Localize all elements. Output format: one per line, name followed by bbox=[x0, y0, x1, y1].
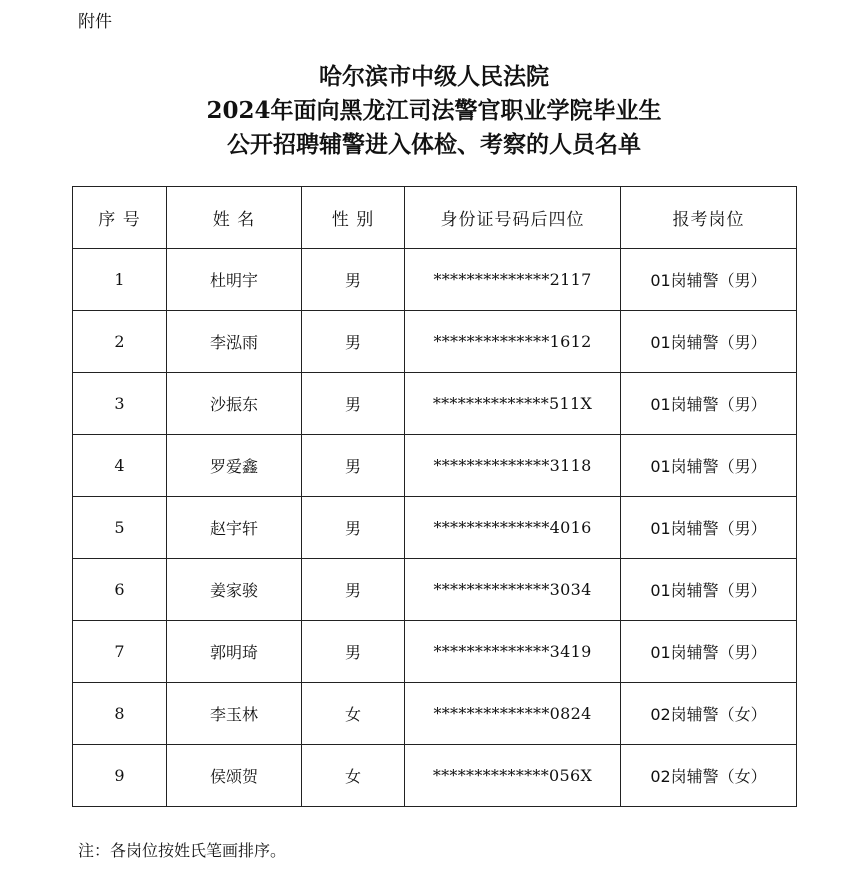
cell-name: 杜明宇 bbox=[167, 249, 302, 311]
table-row bbox=[73, 435, 797, 497]
cell-no: 9 bbox=[73, 745, 167, 807]
cell-id-tail: **************3034 bbox=[405, 559, 621, 621]
table-row bbox=[73, 249, 797, 311]
table-row bbox=[73, 559, 797, 621]
cell-id-tail: **************2117 bbox=[405, 249, 621, 311]
cell-gender: 男 bbox=[302, 373, 405, 435]
cell-gender: 男 bbox=[302, 559, 405, 621]
header-id-tail: 身份证号码后四位 bbox=[405, 187, 621, 249]
cell-no: 6 bbox=[73, 559, 167, 621]
cell-name: 李泓雨 bbox=[167, 311, 302, 373]
cell-id-tail: **************3419 bbox=[405, 621, 621, 683]
document-title bbox=[0, 60, 868, 162]
cell-no: 8 bbox=[73, 683, 167, 745]
cell-gender: 男 bbox=[302, 621, 405, 683]
cell-post: 01岗辅警（男） bbox=[621, 497, 797, 559]
cell-post: 01岗辅警（男） bbox=[621, 559, 797, 621]
cell-gender: 男 bbox=[302, 497, 405, 559]
cell-name: 李玉林 bbox=[167, 683, 302, 745]
cell-gender: 男 bbox=[302, 435, 405, 497]
attachment-label: 附件 bbox=[78, 12, 112, 32]
cell-post: 01岗辅警（男） bbox=[621, 435, 797, 497]
title-line-2: 2024年面向黑龙江司法警官职业学院毕业生 bbox=[206, 97, 662, 124]
cell-no: 3 bbox=[73, 373, 167, 435]
table-row bbox=[73, 621, 797, 683]
cell-gender: 男 bbox=[302, 311, 405, 373]
table-row bbox=[73, 497, 797, 559]
cell-no: 7 bbox=[73, 621, 167, 683]
cell-post: 01岗辅警（男） bbox=[621, 249, 797, 311]
cell-name: 郭明琦 bbox=[167, 621, 302, 683]
cell-id-tail: **************056X bbox=[405, 745, 621, 807]
header-post: 报考岗位 bbox=[621, 187, 797, 249]
table-row bbox=[73, 311, 797, 373]
cell-gender: 女 bbox=[302, 745, 405, 807]
title-line-1: 哈尔滨市中级人民法院 bbox=[319, 63, 549, 90]
cell-post: 01岗辅警（男） bbox=[621, 311, 797, 373]
cell-post: 02岗辅警（女） bbox=[621, 683, 797, 745]
table-row bbox=[73, 373, 797, 435]
cell-id-tail: **************4016 bbox=[405, 497, 621, 559]
cell-name: 侯颂贺 bbox=[167, 745, 302, 807]
header-name: 姓 名 bbox=[167, 187, 302, 249]
cell-name: 沙振东 bbox=[167, 373, 302, 435]
cell-id-tail: **************3118 bbox=[405, 435, 621, 497]
candidate-table bbox=[72, 186, 797, 807]
cell-id-tail: **************511X bbox=[405, 373, 621, 435]
cell-name: 罗爱鑫 bbox=[167, 435, 302, 497]
cell-no: 5 bbox=[73, 497, 167, 559]
header-gender: 性 别 bbox=[302, 187, 405, 249]
table-header-row bbox=[73, 187, 797, 249]
table-row bbox=[73, 745, 797, 807]
cell-post: 01岗辅警（男） bbox=[621, 373, 797, 435]
cell-name: 赵宇轩 bbox=[167, 497, 302, 559]
cell-no: 1 bbox=[73, 249, 167, 311]
cell-gender: 女 bbox=[302, 683, 405, 745]
header-no: 序 号 bbox=[73, 187, 167, 249]
table-row bbox=[73, 683, 797, 745]
cell-id-tail: **************0824 bbox=[405, 683, 621, 745]
cell-name: 姜家骏 bbox=[167, 559, 302, 621]
cell-id-tail: **************1612 bbox=[405, 311, 621, 373]
footnote: 注：各岗位按姓氏笔画排序。 bbox=[78, 841, 287, 860]
cell-no: 2 bbox=[73, 311, 167, 373]
cell-post: 02岗辅警（女） bbox=[621, 745, 797, 807]
cell-post: 01岗辅警（男） bbox=[621, 621, 797, 683]
cell-gender: 男 bbox=[302, 249, 405, 311]
cell-no: 4 bbox=[73, 435, 167, 497]
title-line-3: 公开招聘辅警进入体检、考察的人员名单 bbox=[227, 131, 641, 158]
